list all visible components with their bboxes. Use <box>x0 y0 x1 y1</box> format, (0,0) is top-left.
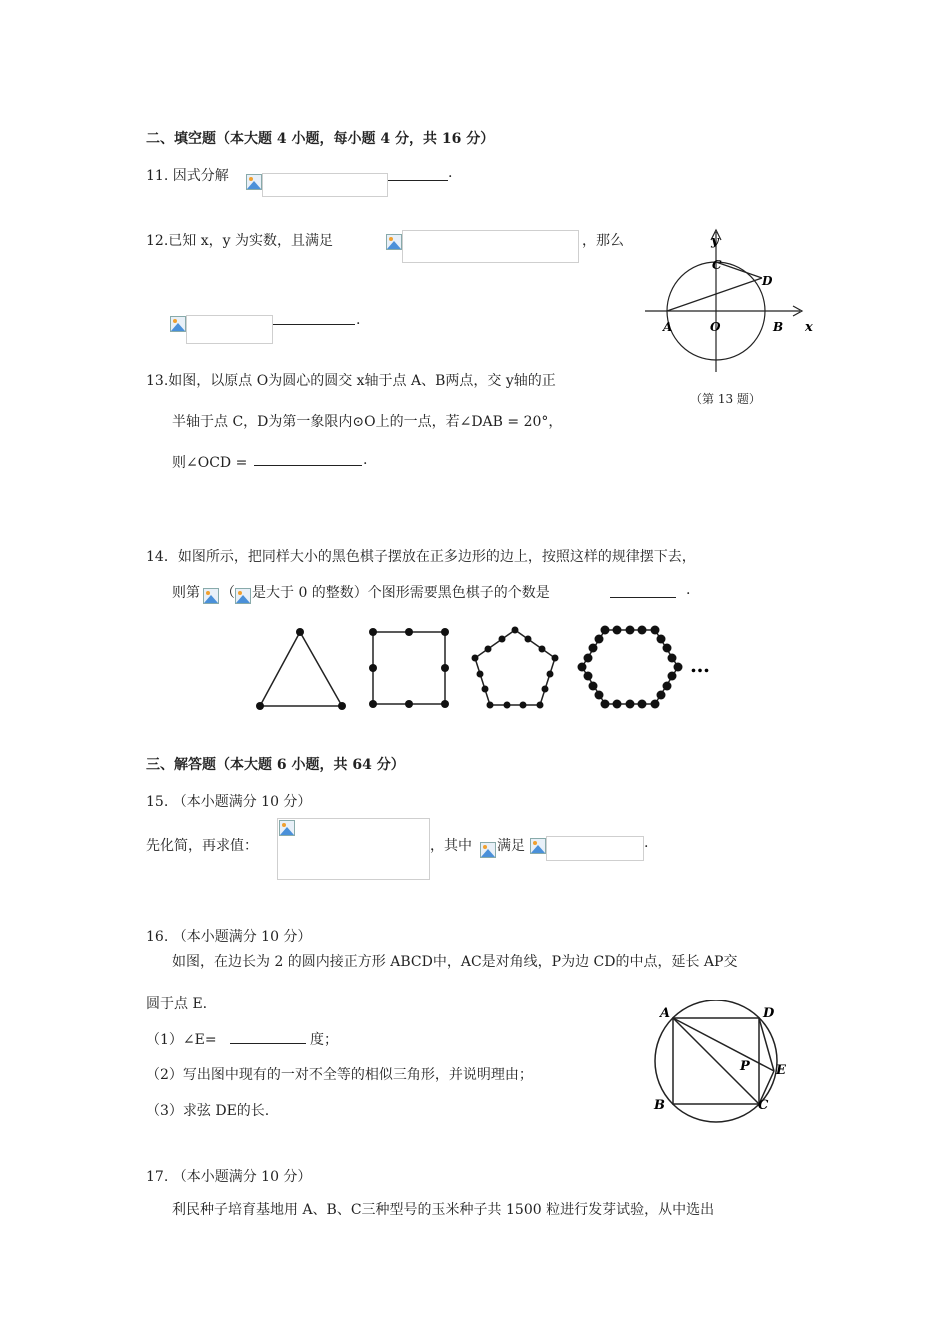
q14-line-2a: 则第 <box>172 585 200 601</box>
q14-line-2c: 是大于 0 的整数）个图形需要黑色棋子的个数是 <box>252 585 550 601</box>
formula-image-box <box>546 836 644 861</box>
q17-line-1: 利民种子培育基地用 A、B、C三种型号的玉米种子共 1500 粒进行发芽试验，从中选出 <box>172 1202 715 1218</box>
q16-header: 16. （本小题满分 10 分） <box>146 929 312 945</box>
formula-image-box <box>186 315 273 344</box>
section-3-heading: 三、解答题（本大题 6 小题，共 64 分） <box>146 757 405 773</box>
fig13-label-c: C <box>712 258 722 272</box>
q14-polygon-pattern <box>250 620 720 720</box>
q15-text-c: 满足 <box>497 838 525 854</box>
answer-blank <box>388 180 448 181</box>
q12-tail: ，那么 <box>582 233 624 249</box>
fig16-label-c: C <box>758 1098 769 1113</box>
answer-blank <box>610 597 676 598</box>
broken-image-icon <box>246 174 262 190</box>
broken-image-icon <box>386 234 402 250</box>
q13-line-2: 半轴于点 C，D为第一象限内⊙O上的一点，若∠DAB = 20°， <box>172 414 563 430</box>
broken-image-icon <box>279 820 295 836</box>
broken-image-icon <box>170 316 186 332</box>
q15-text-a: 先化简，再求值： <box>146 838 258 854</box>
pattern-ellipsis: … <box>690 653 710 677</box>
broken-image-icon <box>235 588 251 604</box>
triangle-figure <box>256 628 346 710</box>
q16-part-1a: （1）∠E= <box>146 1032 217 1048</box>
q13-line-3a: 则∠OCD = <box>172 455 248 471</box>
answer-blank <box>230 1043 306 1044</box>
q13-line-1: 13.如图，以原点 O为圆心的圆交 x轴于点 A、B两点，交 y轴的正 <box>146 373 556 389</box>
q13-line-3b: . <box>363 452 368 468</box>
hexagon-figure <box>578 626 683 709</box>
formula-image-box <box>262 173 388 197</box>
fig16-label-e: E <box>776 1063 786 1078</box>
q14-line-1: 14．如图所示，把同样大小的黑色棋子摆放在正多边形的边上，按照这样的规律摆下去， <box>146 549 696 565</box>
q12-end: . <box>356 312 361 328</box>
fig13-label-d: D <box>762 274 773 288</box>
section-2-heading: 二、填空题（本大题 4 小题，每小题 4 分，共 16 分） <box>146 131 495 147</box>
answer-blank <box>254 465 362 466</box>
fig13-label-y: y <box>711 234 719 249</box>
q15-header: 15. （本小题满分 10 分） <box>146 794 312 810</box>
fig16-label-p: P <box>740 1059 750 1074</box>
broken-image-icon <box>203 588 219 604</box>
q11-end: . <box>448 165 453 181</box>
q12-label: 12.已知 x，y 为实数，且满足 <box>146 233 333 249</box>
q16-part-3: （3）求弦 DE的长. <box>146 1103 270 1119</box>
fig16-label-d: D <box>763 1006 775 1021</box>
broken-image-icon <box>480 842 496 858</box>
formula-image-box <box>277 818 430 880</box>
square-figure <box>369 628 449 708</box>
q11-label: 11. 因式分解 <box>146 168 229 184</box>
q13-circle-figure <box>640 222 820 382</box>
formula-image-box <box>402 230 579 263</box>
q15-end: . <box>644 835 649 851</box>
fig13-label-o: O <box>710 320 721 334</box>
q16-part-1b: 度； <box>310 1032 338 1048</box>
q16-line-2: 圆于点 E. <box>146 996 208 1012</box>
fig16-label-b: B <box>654 1098 665 1113</box>
q16-square-circle-figure <box>640 1000 800 1130</box>
pentagon-figure <box>472 627 559 709</box>
q15-text-b: ，其中 <box>430 838 472 854</box>
answer-blank <box>273 324 355 325</box>
q14-line-2b: （ <box>221 585 235 601</box>
q13-figure-caption: （第 13 题） <box>690 392 761 406</box>
q16-part-2: （2）写出图中现有的一对不全等的相似三角形，并说明理由； <box>146 1067 533 1083</box>
broken-image-icon <box>530 838 546 854</box>
q16-line-1: 如图，在边长为 2 的圆内接正方形 ABCD中，AC是对角线，P为边 CD的中点，延长 AP交 <box>172 954 738 970</box>
q17-header: 17. （本小题满分 10 分） <box>146 1169 312 1185</box>
fig16-label-a: A <box>660 1006 671 1021</box>
fig13-label-a: A <box>663 320 673 334</box>
fig13-label-b: B <box>773 320 784 334</box>
q14-line-2d: . <box>686 582 691 598</box>
fig13-label-x: x <box>805 320 813 335</box>
